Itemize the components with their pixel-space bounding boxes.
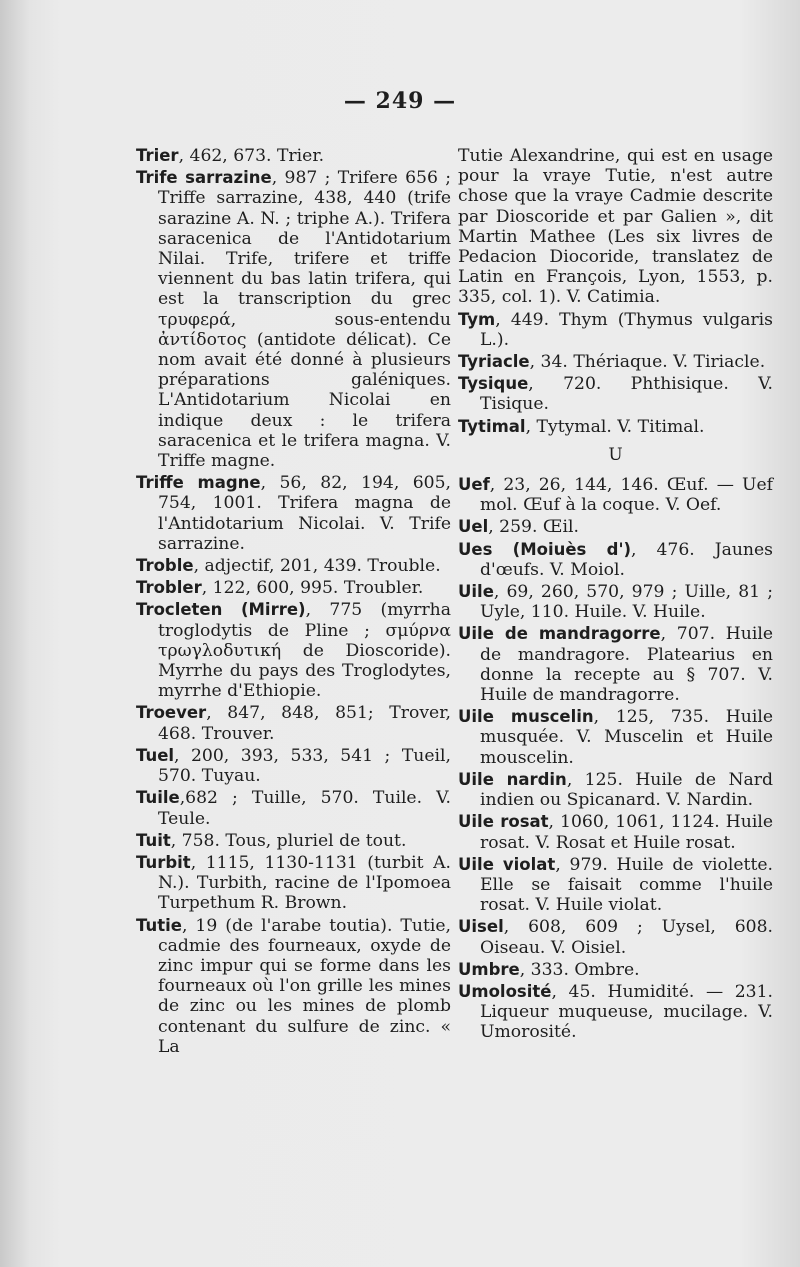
dictionary-entry (136, 578, 451, 598)
dictionary-entry (458, 917, 773, 957)
headword: Troble (136, 556, 194, 576)
entry-text: , 259. Œil. (488, 517, 579, 538)
headword: Tym (458, 309, 496, 329)
headword: Tuel (136, 745, 175, 765)
dictionary-entry (458, 982, 773, 1043)
dictionary-entry (136, 556, 451, 576)
section-letter: U (608, 444, 623, 465)
dictionary-entry (458, 707, 773, 768)
dictionary-entry (136, 703, 451, 743)
entry-continuation: Tutie Alexandrine, qui est en usage pour la vraye Tutie, n'est autre chose que la vraye Cadmie descrite par Dioscoride et par Galien », dit Martin Mathee (Les six livres de Pedacion Diocoride, translatez de Latin en François, Lyon, 1553, p. 335, col. 1). V. Catimia. (458, 146, 773, 308)
headword: Uile (458, 582, 494, 602)
entry-text: , 775 (myrrha troglodytis de Pline ; σμύρνα τρωγλοδυτική de Dioscoride). Myrrhe du pays des Troglodytes, myrrhe d'Ethiopie. (158, 600, 451, 702)
dictionary-entry (458, 960, 773, 980)
entry-text: , 56, 82, 194, 605, 754, 1001. Trifera magna de l'Antidotarium Nicolai. V. Trife sarrazine. (158, 473, 451, 554)
dictionary-entry (136, 853, 451, 914)
entry-text: , 200, 393, 533, 541 ; Tueil, 570. Tuyau. (158, 745, 451, 787)
entry-text: , 19 (de l'arabe toutia). Tutie, cadmie des fourneaux, oxyde de zinc impur qui se forme dans les fourneaux où l'on grille les mines de zinc ou les mines de plomb contenant du sulfure de zinc. « La (158, 915, 451, 1057)
dictionary-entry (458, 310, 773, 350)
headword: Troever (136, 703, 207, 723)
dictionary-entry (136, 146, 451, 166)
headword: Triffe magne (136, 473, 261, 493)
dictionary-entry (136, 168, 451, 471)
entry-text: , 449. Thym (Thymus vulgaris L.). (480, 309, 773, 350)
headword: Trier (136, 146, 179, 165)
dictionary-entry (458, 417, 773, 437)
dictionary-entry (458, 624, 773, 705)
dictionary-entry (458, 582, 773, 622)
entry-text: , 979. Huile de violette. Elle se faisait comme l'huile rosat. V. Huile violat. (480, 854, 773, 916)
headword: Tutie (136, 915, 182, 935)
right-column (458, 146, 773, 1045)
dictionary-entry (136, 746, 451, 786)
entry-text: , 608, 609 ; Uysel, 608. Oiseau. V. Oisiel. (480, 917, 773, 958)
headword: Tysique (458, 374, 529, 394)
headword: Umolosité (458, 981, 552, 1001)
entry-text: , 476. Jaunes d'œufs. V. Moiol. (480, 539, 773, 580)
headword: Tuile (136, 788, 180, 808)
headword: Trife sarrazine (136, 168, 272, 188)
dictionary-entry (136, 600, 451, 701)
entry-text: , 1115, 1130-1131 (turbit A. N.). Turbith, racine de l'Ipomoea Turpethum R. Brown. (158, 852, 451, 914)
dictionary-entry (136, 916, 451, 1057)
entry-text: , 987 ; Trifere 656 ; Triffe sarrazine, 438, 440 (trife sarazine A. N. ; triphe A.). Trifera saracenica de l'Antidotarium Nilai. Trife, trifere et triffe viennent du bas latin trifera, qui est la transcription du grec τρυφερά, sous-entendu ἀντίδοτος (antidote délicat). Ce nom avait été donné à plusieurs préparations galéniques. L'Antidotarium Nicolai en indique deux : le trifera saracenica et le trifera magna. V. Triffe magne. (158, 168, 451, 472)
entry-text: , 125. Huile de Nard indien ou Spicanard. V. Nardin. (480, 769, 773, 811)
dictionary-entry (458, 812, 773, 852)
headword: Tuit (136, 830, 171, 850)
headword: Tytimal (458, 416, 526, 436)
dictionary-entry (458, 770, 773, 810)
dictionary-entry (136, 831, 451, 851)
headword: Umbre (458, 959, 520, 979)
entry-text: , 125, 735. Huile musquée. V. Muscelin et Huile mouscelin. (480, 707, 773, 768)
dictionary-entry (458, 475, 773, 515)
headword: Uisel (458, 917, 504, 937)
headword: Uef (458, 475, 490, 495)
entry-text: , 333. Ombre. (519, 959, 640, 980)
headword: Ues (Moiuès d') (458, 539, 632, 559)
entry-text: , Tytymal. V. Titimal. (525, 416, 705, 437)
entry-text: , 847, 848, 851; Trover, 468. Trouver. (158, 703, 451, 744)
left-column (136, 146, 451, 1059)
dictionary-entry (458, 374, 773, 414)
entry-text: , 45. Humidité. — 231. Liqueur muqueuse, mucilage. V. Umorosité. (480, 981, 773, 1043)
entry-text: , 69, 260, 570, 979 ; Uille, 81 ; Uyle, 110. Huile. V. Huile. (480, 582, 773, 623)
page-number: — 249 — (343, 88, 457, 114)
entry-text: , 720. Phthisique. V. Tisique. (480, 374, 773, 415)
headword: Uel (458, 517, 489, 537)
dictionary-entry (458, 352, 773, 372)
headword: Uile violat (458, 854, 556, 874)
headword: Trobler (136, 578, 202, 598)
entry-text: , 1060, 1061, 1124. Huile rosat. V. Rosat et Huile rosat. (480, 812, 774, 853)
headword: Trocleten (Mirre) (136, 600, 306, 620)
entry-text: , 34. Thériaque. V. Tiriacle. (529, 352, 766, 373)
headword: Tyriacle (458, 352, 530, 372)
headword: Uile muscelin (458, 707, 594, 727)
entry-text: , 23, 26, 144, 146. Œuf. — Uef mol. Œuf à la coque. V. Oef. (480, 475, 773, 516)
headword: Uile rosat (458, 812, 549, 832)
headword: Turbit (136, 852, 191, 872)
dictionary-entry (458, 517, 773, 537)
dictionary-entry (136, 473, 451, 554)
entry-text: , 707. Huile de mandragore. Platearius en donne la recepte au § 707. V. Huile de mandragorre. (480, 624, 773, 706)
entry-text: ,682 ; Tuille, 570. Tuile. V. Teule. (158, 788, 451, 829)
headword: Uile de mandragorre (458, 624, 661, 644)
dictionary-entry (136, 788, 451, 828)
dictionary-entry (458, 855, 773, 916)
entry-text: , 462, 673. Trier. (178, 146, 325, 166)
dictionary-entry (458, 540, 773, 580)
entry-text: , 758. Tous, pluriel de tout. (170, 830, 407, 851)
headword: Uile nardin (458, 769, 567, 789)
entry-text: , adjectif, 201, 439. Trouble. (193, 556, 441, 577)
entry-text: , 122, 600, 995. Troubler. (201, 578, 424, 599)
